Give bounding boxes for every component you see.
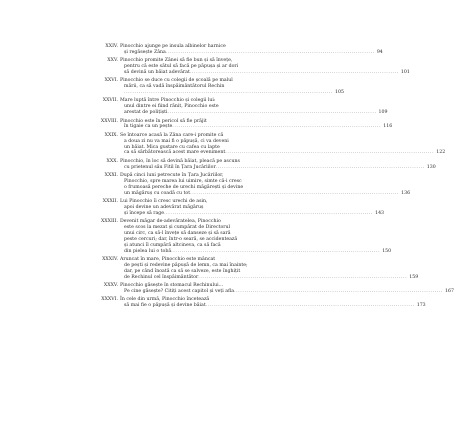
chapter-title-line: de pești și redevine păpușă de lemn, ca mai înainte; [124, 262, 248, 268]
chapter-title-line: și regăsește Zâna [124, 49, 166, 55]
chapter-title [120, 219, 391, 254]
chapter-leader-line [120, 191, 410, 197]
chapter-title-line: Mare luptă între Pinocchio și colegii lui: [120, 98, 216, 104]
chapter-title-line: în tigaie ca un pește [124, 124, 173, 130]
chapter-title-line: peste cercuri; dar, într-o seară, se accidentează [124, 236, 238, 242]
dot-leader [171, 249, 380, 255]
chapter-title [120, 173, 410, 197]
chapter-title-line: și atunci îl cumpără altcineva, ca să facă [124, 242, 221, 248]
chapter-leader-line [120, 275, 418, 281]
chapter-title-line: După cinci luni petrecute în Țara Jucăriilor, [120, 172, 224, 178]
chapter-title-line: Pinocchio este în pericol să fie prăjit [120, 118, 207, 124]
chapter-title [120, 159, 436, 171]
chapter-title-line: să mai fie o păpușă și devine băiat [124, 303, 206, 309]
chapter-leader-line [120, 90, 344, 96]
chapter-title-line: Pinocchio găsește în stomacul Rechinului... [120, 282, 224, 288]
chapter-title-line: Pinocchio, în loc să devină băiat, pleacă pe ascuns [120, 158, 240, 164]
dot-leader [234, 289, 443, 295]
chapter-title [120, 119, 392, 131]
toc-entry [96, 132, 446, 157]
dot-leader [168, 110, 377, 116]
toc-entry [96, 44, 383, 56]
chapter-number: XXIX. [104, 132, 118, 138]
chapter-title-line: de Rechinul cel înspăimântător [124, 274, 199, 280]
chapter-title [120, 297, 426, 309]
chapter-title [120, 199, 384, 217]
page-number: 150 [382, 248, 392, 254]
toc-entry [96, 219, 392, 254]
chapter-title-line: Devenit măgar de-adevăratelea, Pinocchio [120, 219, 221, 225]
chapter-number: XXXII. [102, 198, 118, 204]
chapter-title [120, 283, 454, 295]
chapter-title-line: unul dintre ei fiind rănit, Pinocchio este [124, 104, 219, 110]
chapter-title-line: un măgăruș cu coadă cu tot [124, 190, 191, 196]
chapter-title-line: Se întoarce acasă la Zâna care-i promite că [120, 132, 224, 138]
chapter-number: XXXI. [104, 172, 118, 178]
toc-entry [96, 256, 419, 281]
dot-leader [124, 90, 333, 96]
chapter-title-line: este scos la mezat și cumpărat de Directorul [124, 224, 231, 230]
chapter-number: XXXV. [103, 282, 118, 288]
chapter-title-line: pentru că este sătul să facă pe păpușa și ar dori [124, 64, 239, 70]
chapter-title-line: dar, pe când înoată ca să se salveze, este înghițit [124, 268, 241, 274]
chapter-title [120, 78, 344, 96]
page-number: 109 [378, 110, 388, 116]
dot-leader [225, 150, 434, 156]
toc-entry [96, 158, 436, 171]
toc-entry [96, 172, 411, 197]
chapter-number: XXV. [107, 58, 118, 64]
toc-entry [96, 98, 388, 116]
chapter-title-line: unui circ, ca să-l învețe să danseze și să sară [124, 230, 231, 236]
chapter-leader-line [120, 124, 392, 130]
chapter-leader-line [120, 70, 410, 76]
chapter-number: XXXIII. [100, 219, 118, 225]
chapter-title [120, 98, 388, 116]
page-number: 122 [436, 150, 446, 156]
page-number: 94 [376, 49, 383, 55]
page-number: 167 [445, 288, 454, 294]
dot-leader [164, 211, 373, 217]
chapter-title [120, 257, 418, 281]
page-number: 159 [409, 274, 419, 280]
toc-entry [96, 58, 410, 76]
chapter-number: XXXVI. [101, 297, 118, 303]
chapter-leader-line [120, 165, 436, 171]
chapter-title-line: Pinocchio promite Zânei să fie bun și să învețe, [120, 58, 233, 64]
chapter-title-line: Pinocchio, spre marea lui uimire, simte că-i cresc [124, 178, 242, 184]
chapter-title-line: apoi devine un adevărat măgăruș [124, 204, 204, 210]
chapter-number: XXIV. [105, 44, 118, 49]
page-number: 136 [401, 190, 411, 196]
chapter-title-line: arestat de polițiști [124, 110, 168, 116]
dot-leader [172, 124, 381, 130]
chapter-title-line: Lui Pinocchio îi cresc urechi de asin, [120, 198, 208, 204]
chapter-title-line: cu prietenul său Fitil în Țara Jucăriilor [124, 164, 216, 170]
chapter-title-line: ca să sărbătorească acest mare eveniment [124, 150, 226, 156]
chapter-title-line: un băiat. Mica gustare cu cafea cu lapte [124, 144, 220, 150]
chapter-leader-line [120, 211, 384, 217]
chapter-title-line: În cele din urmă, Pinocchio încetează [120, 297, 210, 303]
chapter-title-line: Aruncat în mare, Pinocchio este mâncat [120, 256, 216, 262]
chapter-title-line: să devină un băiat adevărat [124, 70, 190, 76]
page-number: 130 [426, 164, 436, 170]
chapter-title-line: și începe să rage [124, 210, 165, 216]
dot-leader [206, 303, 415, 309]
chapter-leader-line [120, 249, 391, 255]
dot-leader [166, 50, 375, 56]
dot-leader [190, 191, 399, 197]
dot-leader [190, 70, 399, 76]
toc-entry [96, 282, 454, 295]
chapter-title [120, 58, 410, 76]
chapter-leader-line [120, 50, 383, 56]
page-number: 101 [400, 70, 410, 76]
toc-entry [96, 118, 393, 131]
chapter-leader-line [120, 150, 445, 156]
chapter-number: XXVI. [104, 78, 118, 84]
page-number: 143 [375, 210, 385, 216]
chapter-number: XXVIII. [100, 118, 118, 124]
toc-entry [96, 78, 342, 96]
table-of-contents [96, 44, 454, 311]
page-number: 116 [383, 124, 393, 130]
toc-entry [96, 297, 426, 309]
chapter-title-line: Pe cine găsește? Citiți acest capitol și veți afla [124, 288, 234, 294]
chapter-leader-line [120, 303, 426, 309]
chapter-title-line: Pinocchio ajunge pe insula albinelor harnice [120, 44, 226, 49]
chapter-number: XXX. [106, 158, 118, 164]
chapter-title [120, 44, 383, 56]
dot-leader [198, 275, 407, 281]
dot-leader [216, 165, 425, 171]
chapter-title-line: o frumoasă pereche de urechi măgărești și devine [124, 184, 244, 190]
chapter-leader-line [120, 289, 454, 295]
chapter-title-line: din pielea lui o tobă [124, 248, 172, 254]
chapter-number: XXVII. [102, 98, 118, 104]
page-number: 173 [416, 303, 426, 309]
chapter-title-line: mării, ca să vadă înspăimântătorul Rechin [124, 84, 225, 90]
chapter-title-line: Pinocchio se duce cu colegii de școală pe malul [120, 78, 233, 84]
page-number: 105 [335, 90, 344, 96]
chapter-leader-line [120, 110, 388, 116]
toc-entry [96, 198, 385, 217]
chapter-number: XXXIV. [102, 256, 118, 262]
chapter-title-line: a doua zi nu va mai fi o păpușă, ci va deveni [124, 138, 229, 144]
chapter-title [120, 133, 445, 157]
